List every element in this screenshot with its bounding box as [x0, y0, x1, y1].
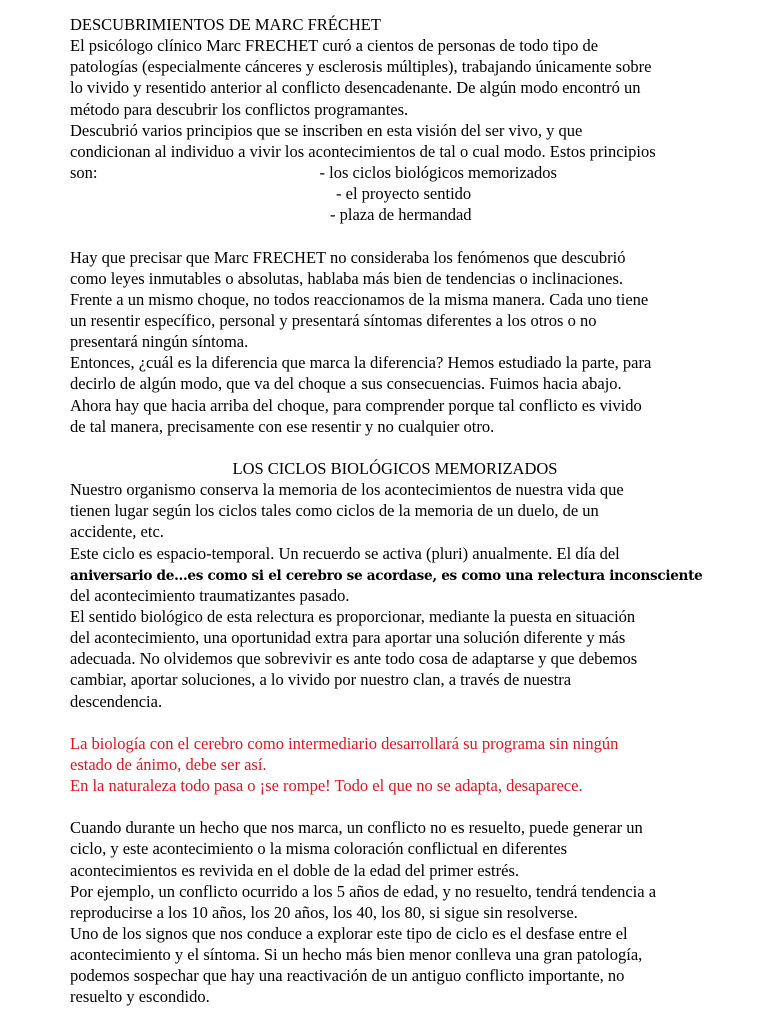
paragraph-line: presentará ningún síntoma. [70, 332, 249, 352]
intro-line: método para descubrir los conflictos programantes. [70, 99, 409, 119]
paragraph-line: Nuestro organismo conserva la memoria de los acontecimientos de nuestra vida que [70, 480, 624, 500]
paragraph-line: del acontecimiento traumatizantes pasado. [70, 585, 350, 605]
spacer [70, 225, 710, 246]
paragraph-line: decirlo de algún modo, que va del choque a sus consecuencias. Fuimos hacia abajo. [70, 374, 622, 394]
intro-line: condicionan al individuo a vivir los acontecimientos de tal o cual modo. Estos principios [70, 141, 656, 161]
principle-item-line [70, 183, 710, 204]
paragraph-line: Frente a un mismo choque, no todos reaccionamos de la misma manera. Cada uno tiene [70, 289, 649, 309]
paragraph-line: acontecimiento y el síntoma. Si un hecho más bien menor conlleva una gran patología, [70, 945, 643, 965]
bold-emphasis: aniversario de…es como si el cerebro se acordase, es como una relectura inconsciente [70, 567, 703, 584]
paragraph-line: tienen lugar según los ciclos tales como ciclos de la memoria de un duelo, de un [70, 501, 599, 521]
paragraph-line: El sentido biológico de esta relectura es proporcionar, mediante la puesta en situación [70, 606, 636, 626]
paragraph-line: acontecimientos es revivida en el doble de la edad del primer estrés. [70, 860, 519, 880]
paragraph-line: Cuando durante un hecho que nos marca, un conflicto no es resuelto, puede generar un [70, 818, 643, 838]
paragraph-line: Ahora hay que hacia arriba del choque, para comprender porque tal conflicto es vivido [70, 395, 642, 415]
spacer [70, 437, 710, 458]
spacer [70, 796, 710, 817]
principles-line [70, 162, 710, 183]
intro-line: lo vivido y resentido anterior al conflicto desencadenante. De algún modo encontró un [70, 78, 641, 98]
paragraph-line: del acontecimiento, una oportunidad extra para aportar una solución diferente y más [70, 628, 626, 648]
paragraph-line: podemos sospechar que hay una reactivación de un antiguo conflicto importante, no [70, 966, 625, 986]
section-title: LOS CICLOS BIOLÓGICOS MEMORIZADOS [232, 458, 558, 478]
intro-line: Descubrió varios principios que se inscriben en esta visión del ser vivo, y que [70, 120, 583, 140]
document-page [70, 14, 710, 1008]
principle-item: - los ciclos biológicos memorizados [319, 162, 557, 182]
intro-line: patologías (especialmente cánceres y esclerosis múltiples), trabajando únicamente sobre [70, 57, 652, 77]
paragraph-line: accidente, etc. [70, 522, 164, 542]
highlight-line: La biología con el cerebro como intermediario desarrollará su programa sin ningún [70, 733, 619, 753]
paragraph-line: cambiar, aportar soluciones, a lo vivido por nuestro clan, a través de nuestra [70, 670, 572, 690]
paragraph-line: ciclo, y este acontecimiento o la misma coloración conflictual en diferentes [70, 839, 568, 859]
highlight-line: estado de ánimo, debe ser así. [70, 754, 267, 774]
paragraph-line: de tal manera, precisamente con ese resentir y no cualquier otro. [70, 416, 495, 436]
paragraph-line: como leyes inmutables o absolutas, hablaba más bien de tendencias o inclinaciones. [70, 268, 624, 288]
paragraph-line: un resentir específico, personal y presentará síntomas diferentes a los otros o no [70, 310, 597, 330]
intro-line: El psicólogo clínico Marc FRECHET curó a cientos de personas de todo tipo de [70, 36, 599, 56]
bold-line [70, 564, 710, 585]
paragraph-line: Uno de los signos que nos conduce a explorar este tipo de ciclo es el desfase entre el [70, 924, 628, 944]
highlight-line: En la naturaleza todo pasa o ¡se rompe! Todo el que no se adapta, desaparece. [70, 776, 583, 796]
document-title: DESCUBRIMIENTOS DE MARC FRÉCHET [70, 15, 381, 34]
principles-lead: son: [70, 162, 98, 182]
principle-item: - el proyecto sentido [336, 184, 472, 204]
paragraph-line: descendencia. [70, 691, 163, 711]
principle-item-line [70, 204, 710, 225]
paragraph-line: adecuada. No olvidemos que sobrevivir es ante todo cosa de adaptarse y que debemos [70, 649, 638, 669]
paragraph-line: Este ciclo es espacio-temporal. Un recuerdo se activa (pluri) anualmente. El día del [70, 543, 620, 563]
paragraph-line: Hay que precisar que Marc FRECHET no consideraba los fenómenos que descubrió [70, 247, 626, 267]
paragraph-line: Por ejemplo, un conflicto ocurrido a los 5 años de edad, y no resuelto, tendrá tendencia a [70, 881, 657, 901]
spacer [70, 712, 710, 733]
paragraph-line: Entonces, ¿cuál es la diferencia que marca la diferencia? Hemos estudiado la parte, para [70, 353, 652, 373]
principle-item: - plaza de hermandad [330, 205, 472, 225]
paragraph-line: reproducirse a los 10 años, los 20 años, los 40, los 80, si sigue sin resolverse. [70, 902, 578, 922]
paragraph-line: resuelto y escondido. [70, 987, 210, 1007]
